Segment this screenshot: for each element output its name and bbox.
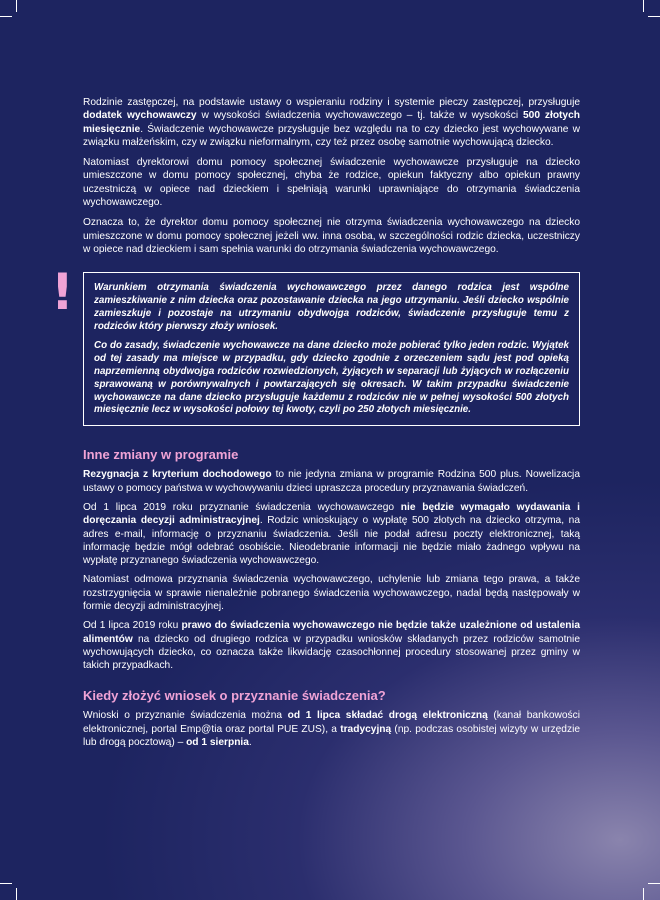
warning-block (51, 263, 580, 426)
crop-mark (16, 0, 17, 12)
crop-mark (648, 883, 660, 884)
changes-paragraph-4: Od 1 lipca 2019 roku prawo do świadczenia wychowawczego nie będzie także uzależnione od ustalenia alimentów na dziecko od drugiego rodzica w przypadku wniosków składanych przez rodziców samotnie wychowujących dziecko, co oznacza także likwidację czasochłonnej procedury stosowanej przez gminy w takich przypadkach. (83, 620, 581, 672)
main-content (51, 96, 581, 756)
crop-mark (643, 0, 644, 12)
warning-paragraph-2: Co do zasady, świadczenie wychowawcze na dane dziecko może pobierać tylko jeden rodzic. Wyjątek od tej zasady ma miejsce w przypadku, gdy dziecko zgodnie z orzeczeniem sądu jest pod opieką naprzemienną obydwojga rodziców rozwiedzionych, żyjących w separacji lub żyjących w rozłączeniu sprawowaną w porównywalnych i powtarzających się okresach. W takim przypadku świadczenie wychowawcze na dane dziecko przysługuje każdemu z rodziców nie w pełnej wysokości 500 złotych miesięcznie lecz w wysokości połowy tej kwoty, czyli po 250 złotych miesięcznie. (94, 339, 569, 416)
crop-mark (16, 888, 17, 900)
section-heading-changes: Inne zmiany w programie (83, 447, 239, 463)
crop-mark (643, 888, 644, 900)
crop-mark (0, 883, 12, 884)
changes-paragraph-2: Od 1 lipca 2019 roku przyznanie świadczenia wychowawczego nie będzie wymagało wydawania i doręczania decyzji administracyjnej. Rodzic wnioskujący o wypłatę 500 złotych na dziecko otrzyma, na adres e-mail, informację o przyznaniu świadczenia. Jeśli nie podał adresu poczty elektronicznej, taką informację będzie mógł odebrać osobiście. Nieodebranie informacji nie będzie miało żadnego wpływu na wypłatę przyznanego świadczenia wychowawczego. (83, 501, 580, 567)
section-heading-application: Kiedy złożyć wniosek o przyznanie świadczenia? (83, 688, 386, 704)
crop-mark (648, 16, 660, 17)
warning-box (83, 272, 580, 426)
application-paragraph: Wnioski o przyznanie świadczenia można od 1 lipca składać drogą elektroniczną (kanał bankowości elektronicznej, portal Emp@tia oraz portal PUE ZUS), a tradycyjną (np. podczas osobistej wizyty w urzędzie lub drogą pocztową) – od 1 sierpnia. (83, 710, 580, 749)
changes-paragraph-1: Rezygnacja z kryterium dochodowego to nie jedyna zmiana w programie Rodzina 500 plus. Nowelizacja ustawy o pomocy państwa w wychowywaniu dzieci upraszcza procedury przyznawania świadczeń. (83, 469, 580, 494)
changes-paragraph-3: Natomiast odmowa przyznania świadczenia wychowawczego, uchylenie lub zmiana tego prawa, a także rozstrzygnięcia w sprawie nienależnie pobranego świadczenia wychowawczego, nadal będą następowały w formie decyzji administracyjnej. (83, 574, 580, 612)
intro-paragraph-3: Oznacza to, że dyrektor domu pomocy społecznej nie otrzyma świadczenia wychowawczego na dziecko umieszczone w domu pomocy społecznej jeżeli ww. inna osoba, w szczególności rodzic dziecka, uczestniczy w opiece nad dzieckiem i sam spełnia warunki do otrzymania świadczenia wychowawczego. (83, 217, 580, 255)
exclamation-icon: ! (51, 263, 74, 322)
intro-paragraph-1: Rodzinie zastępczej, na podstawie ustawy o wspieraniu rodziny i systemie pieczy zastępczej, przysługuje dodatek wychowawczy w wysokości świadczenia wychowawczego – tj. także w wysokości 500 złotych miesięcznie. Świadczenie wychowawcze przysługuje bez względu na to czy dziecko jest wychowywane w związku małżeńskim, czy w związku nieformalnym, czy też przez osobę samotnie wychowującą dziecko. (83, 97, 580, 148)
crop-mark (0, 16, 12, 17)
warning-paragraph-1: Warunkiem otrzymania świadczenia wychowawczego przez danego rodzica jest wspólne zamieszkiwanie z nim dziecka oraz pozostawanie dziecka na jego utrzymaniu. Jeśli dziecko wspólnie zamieszkuje i pozostaje na utrzymaniu obydwojga rodziców, świadczenie przysługuje temu z rodziców który pierwszy złoży wniosek. (94, 282, 569, 332)
intro-paragraph-2: Natomiast dyrektorowi domu pomocy społecznej świadczenie wychowawcze przysługuje na dziecko umieszczone w domu pomocy społecznej, chyba że rodzice, opiekun faktyczny albo opiekun prawny uczestniczą w opiece nad dzieckiem i spełniają warunki uprawniające do otrzymania świadczenia wychowawczego. (83, 157, 580, 209)
